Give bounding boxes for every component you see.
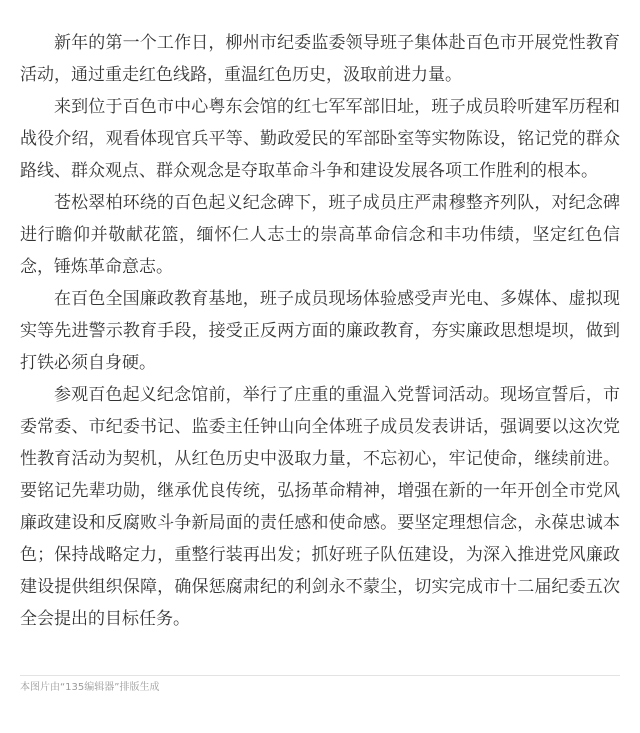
footer-divider [20,675,620,676]
paragraph: 苍松翠柏环绕的百色起义纪念碑下，班子成员庄严肃穆整齐列队，对纪念碑进行瞻仰并敬献花篮，缅怀仁人志士的崇高革命信念和丰功伟绩，坚定红色信念，锤炼革命意志。 [20,193,620,277]
article-body [20,27,620,635]
footer-note: 本图片由“135编辑器”排版生成 [20,682,160,693]
paragraph: 在百色全国廉政教育基地，班子成员现场体验感受声光电、多媒体、虚拟现实等先进警示教育手段，接受正反两方面的廉政教育，夯实廉政思想堤坝，做到打铁必须自身硬。 [20,289,620,373]
paragraph: 参观百色起义纪念馆前，举行了庄重的重温入党誓词活动。现场宣誓后，市委常委、市纪委书记、监委主任钟山向全体班子成员发表讲话，强调要以这次党性教育活动为契机，从红色历史中汲取力量，不忘初心，牢记使命，继续前进。要铭记先辈功勋，继承优良传统，弘扬革命精神，增强在新的一年开创全市党风廉政建设和反腐败斗争新局面的责任感和使命感。要坚定理想信念，永葆忠诚本色；保持战略定力，重整行装再出发；抓好班子队伍建设，为深入推进党风廉政建设提供组织保障，确保惩腐肃纪的利剑永不蒙尘，切实完成市十二届纪委五次全会提出的目标任务。 [20,385,620,629]
paragraph: 来到位于百色市中心粤东会馆的红七军军部旧址，班子成员聆听建军历程和战役介绍，观看体现官兵平等、勤政爱民的军部卧室等实物陈设，铭记党的群众路线、群众观点、群众观念是夺取革命斗争和建设发展各项工作胜利的根本。 [20,97,620,181]
paragraph: 新年的第一个工作日，柳州市纪委监委领导班子集体赴百色市开展党性教育活动，通过重走红色线路，重温红色历史，汲取前进力量。 [20,33,620,85]
